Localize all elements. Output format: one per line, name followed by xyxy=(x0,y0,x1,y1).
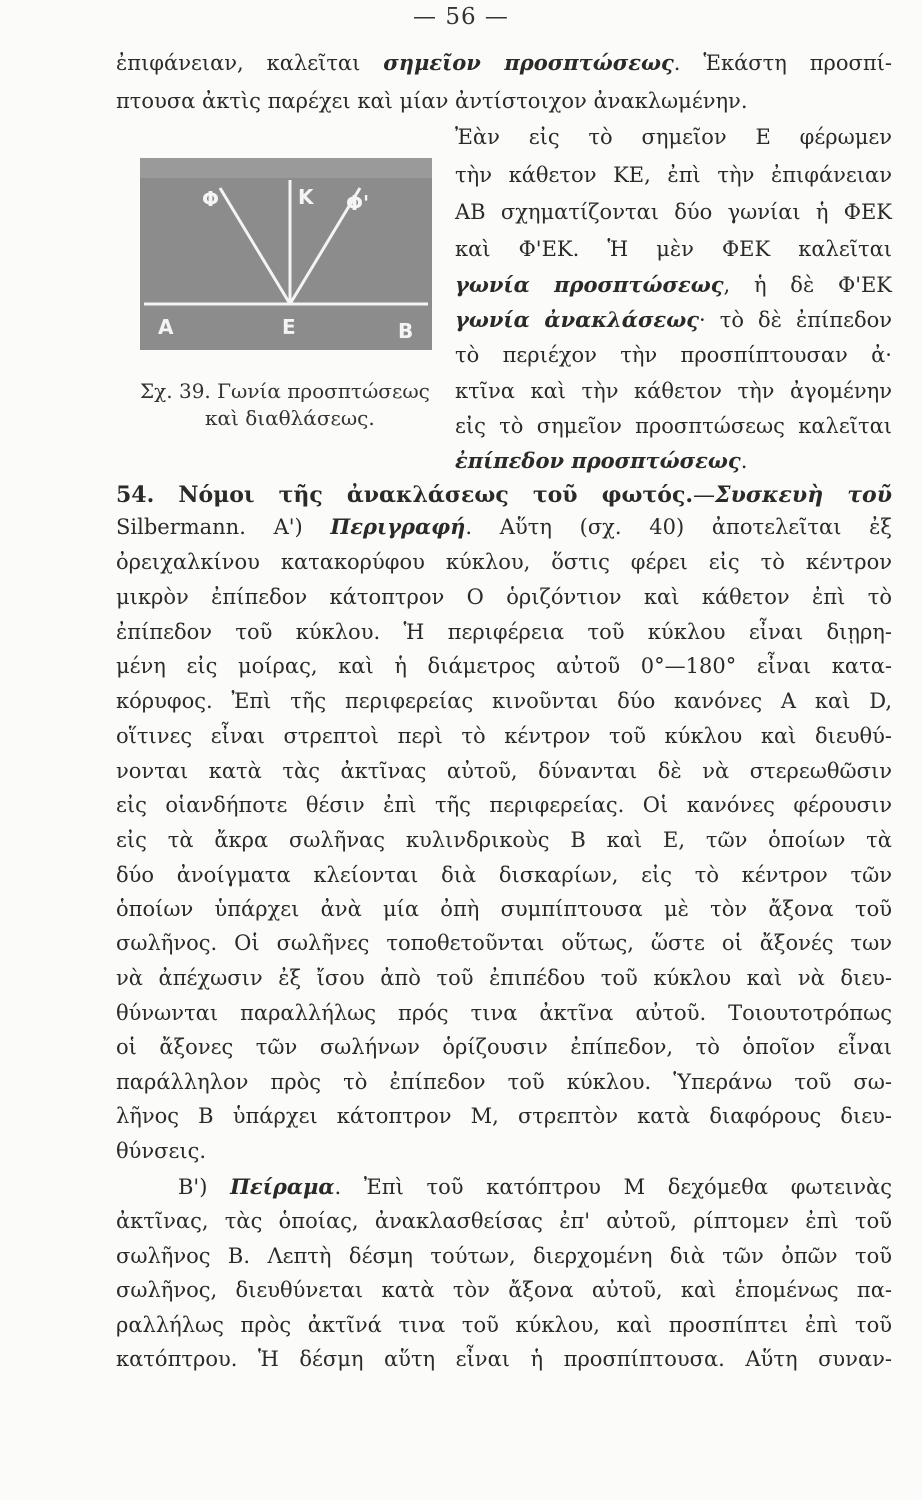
text-line: παράλληλον πρὸς τὸ ἐπίπεδον τοῦ κύκλου. Ὑπεράνω τοῦ σω- xyxy=(116,1070,892,1094)
text-line: ἐπίπεδον τοῦ κύκλου. Ἡ περιφέρεια τοῦ κύκλου εἶναι διῃρη- xyxy=(116,620,892,644)
figure-incidence-angle-diagram xyxy=(140,158,432,350)
page-number: — 56 — xyxy=(413,4,509,30)
text-line: εἰς τὰ ἄκρα σωλῆνας κυλινδρικοὺς Β καὶ Ε, τῶν ὁποίων τὰ xyxy=(116,828,892,852)
text-line: Ἐὰν εἰς τὸ σημεῖον Ε φέρωμεν xyxy=(455,125,892,149)
text-line: θύνωνται παραλλήλως πρός τινα ἀκτῖνα αὐτοῦ. Τοιουτοτρόπως xyxy=(116,1001,892,1025)
text-line: Silbermann. Α') Περιγραφή. Αὕτη (σχ. 40) ἀποτελεῖται ἐξ xyxy=(116,514,892,539)
text-line: ἐπιφάνειαν, καλεῖται σημεῖον προσπτώσεως. Ἑκάστη προσπί- xyxy=(116,50,892,75)
text-line: δύο ἀνοίγματα κλείονται διὰ δισκαρίων, εἰς τὸ κέντρον τῶν xyxy=(116,863,892,887)
text-line: τὸ περιέχον τὴν προσπίπτουσαν ἀ· xyxy=(455,343,892,367)
label-k: Κ xyxy=(298,185,314,209)
text-line: σωλῆνος, διευθύνεται κατὰ τὸν ἄξονα αὐτοῦ, καὶ ἑπομένως πα- xyxy=(116,1278,892,1302)
text-line: γωνία ἀνακλάσεως· τὸ δὲ ἐπίπεδον xyxy=(455,307,892,332)
text-line: ὁποίων ὑπάρχει ἀνὰ μία ὀπὴ συμπίπτουσα μὲ τὸν ἄξονα τοῦ xyxy=(116,897,892,921)
subheading-description: Περιγραφή xyxy=(330,514,466,539)
text-line: λῆνος Β ὑπάρχει κάτοπτρον Μ, στρεπτὸν κατὰ διαφόρους διευ- xyxy=(116,1104,892,1128)
text-line: κόρυφος. Ἐπὶ τῆς περιφερείας κινοῦνται δύο κανόνες Α καὶ D, xyxy=(116,689,892,713)
figure-caption: καὶ διαθλάσεως. xyxy=(205,406,375,430)
text-line: νονται κατὰ τὰς ἀκτῖνας αὐτοῦ, δύνανται δὲ νὰ στερεωθῶσιν xyxy=(116,759,892,783)
text-line: εἰς τὸ σημεῖον προσπτώσεως καλεῖται xyxy=(455,414,892,438)
text-line: σωλῆνος Β. Λεπτὴ δέσμη τούτων, διερχομένη διὰ τῶν ὀπῶν τοῦ xyxy=(116,1244,892,1268)
text-line: οἱ ἄξονες τῶν σωλήνων ὁρίζουσιν ἐπίπεδον, τὸ ὁποῖον εἶναι xyxy=(116,1035,892,1059)
text-line: σωλῆνος. Οἱ σωλῆνες τοποθετοῦνται οὕτως, ὥστε οἱ ἄξονές των xyxy=(116,931,892,955)
text-line: τὴν κάθετον ΚΕ, ἐπὶ τὴν ἐπιφάνειαν xyxy=(455,163,892,187)
text-line: ΑΒ σχηματίζονται δύο γωνίαι ἡ ΦΕΚ xyxy=(455,200,892,224)
label-phi: Φ xyxy=(202,187,220,211)
text-line: θύνσεις. xyxy=(116,1139,207,1163)
text-line: κατόπτρου. Ἡ δέσμη αὕτη εἶναι ἡ προσπίπτουσα. Αὕτη συναν- xyxy=(116,1347,892,1371)
text-line: μικρὸν ἐπίπεδον κάτοπτρον Ο ὁριζόντιον καὶ κάθετον ἐπὶ τὸ xyxy=(116,585,892,609)
label-e: Ε xyxy=(282,315,296,339)
term-plane-of-incidence: ἐπίπεδον προσπτώσεως xyxy=(455,448,741,473)
text-line: γωνία προσπτώσεως, ἡ δὲ Φ'ΕΚ xyxy=(455,272,892,297)
text-line: ὀρειχαλκίνου κατακορύφου κύκλου, ὅστις φέρει εἰς τὸ κέντρον xyxy=(116,550,892,574)
term-angle-of-reflection: γωνία ἀνακλάσεως xyxy=(455,307,699,332)
text-line: καὶ Φ'ΕΚ. Ἡ μὲν ΦΕΚ καλεῖται xyxy=(455,237,892,261)
term-point-of-incidence: σημεῖον προσπτώσεως xyxy=(383,50,674,75)
text-line: εἰς οἱανδήποτε θέσιν ἐπὶ τῆς περιφερείας. Οἱ κανόνες φέρουσιν xyxy=(116,793,892,817)
figure-caption: Σχ. 39. Γωνία προσπτώσεως xyxy=(140,379,430,403)
text-line: κτῖνα καὶ τὴν κάθετον τὴν ἀγομένην xyxy=(455,379,892,403)
text-line: ἐπίπεδον προσπτώσεως. xyxy=(455,448,748,473)
text-line: νὰ ἀπέχωσιν ἐξ ἴσου ἀπὸ τοῦ ἐπιπέδου τοῦ κύκλου καὶ νὰ διευ- xyxy=(116,966,892,990)
label-a: Α xyxy=(158,315,174,339)
text-line: πτουσα ἀκτὶς παρέχει καὶ μίαν ἀντίστοιχον ἀνακλωμένην. xyxy=(116,89,748,113)
subheading-experiment: Πείραμα xyxy=(230,1174,335,1199)
text-line: Β') Πείραμα. Ἐπὶ τοῦ κατόπτρου Μ δεχόμεθα φωτεινὰς xyxy=(178,1174,892,1199)
label-phi-prime: Φ' xyxy=(346,191,370,215)
section-heading: 54. Νόμοι τῆς ἀνακλάσεως τοῦ φωτός.—Συσκευὴ τοῦ xyxy=(116,482,892,508)
text-line: ἀκτῖνας, τὰς ὁποίας, ἀνακλασθείσας ἐπ' αὐτοῦ, ρίπτομεν ἐπὶ τοῦ xyxy=(116,1209,892,1233)
label-b: Β xyxy=(398,319,414,343)
term-angle-of-incidence: γωνία προσπτώσεως xyxy=(455,272,724,297)
text-line: οἵτινες εἶναι στρεπτοὶ περὶ τὸ κέντρον τοῦ κύκλου καὶ διευθύ- xyxy=(116,724,892,748)
text-line: ραλλήλως πρὸς ἀκτῖνά τινα τοῦ κύκλου, καὶ προσπίπτει ἐπὶ τοῦ xyxy=(116,1313,892,1337)
text-line: μένη εἰς μοίρας, καὶ ἡ διάμετρος αὐτοῦ 0°—180° εἶναι κατα- xyxy=(116,654,892,678)
